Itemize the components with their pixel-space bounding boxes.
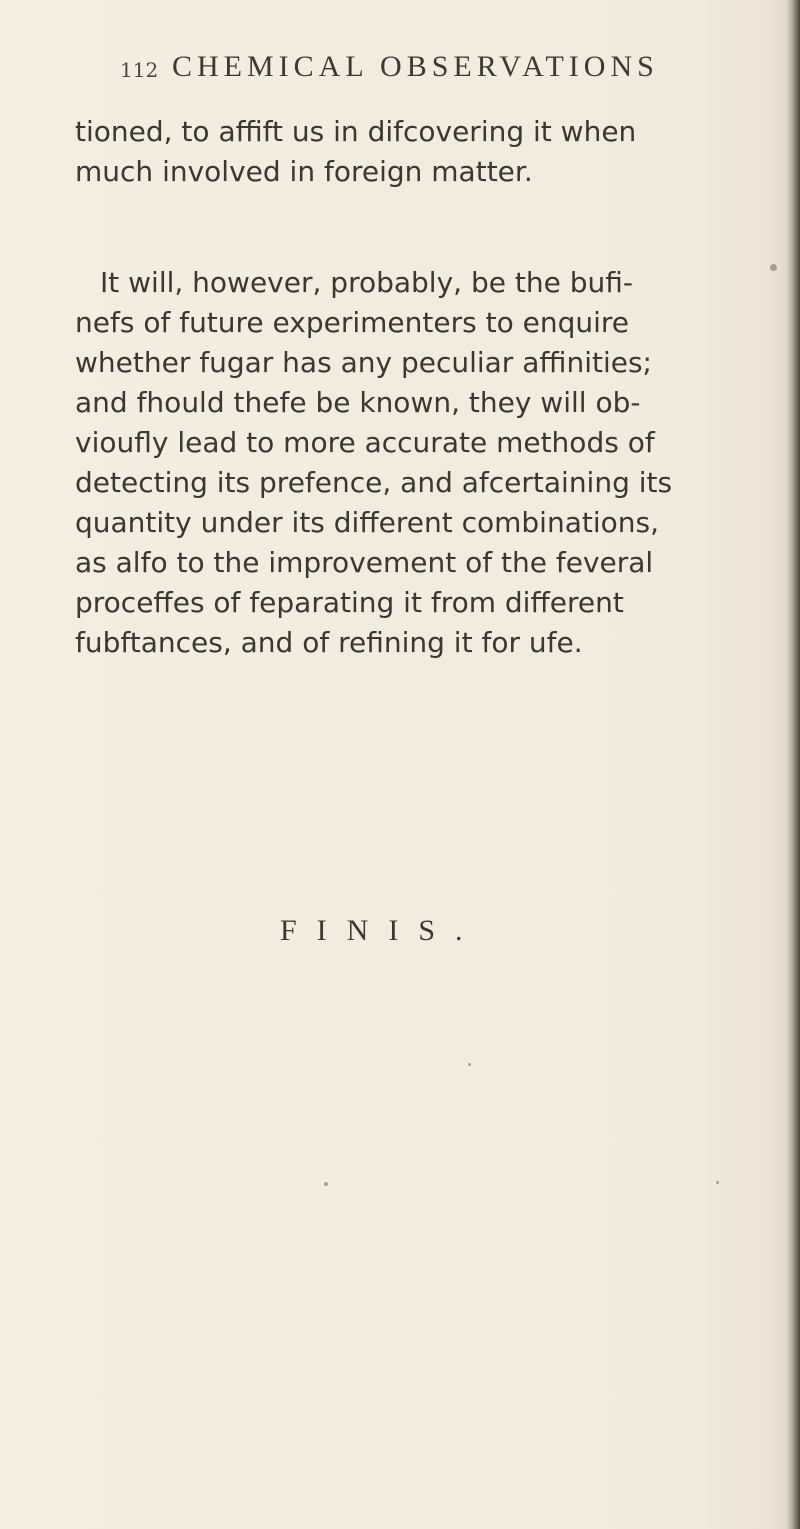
paper-speck	[770, 264, 777, 271]
text-line: as alfo to the improvement of the feveral	[75, 546, 654, 579]
text-line: fubftances, and of refining it for ufe.	[75, 626, 583, 659]
paper-speck	[716, 1181, 719, 1184]
text-line: much involved in foreign matter.	[75, 155, 533, 188]
paragraph-gap	[75, 192, 755, 263]
page-header	[120, 50, 740, 90]
text-line: proceffes of feparating it from different	[75, 586, 624, 619]
paragraph-1	[75, 112, 755, 192]
paper-speck	[324, 1182, 328, 1186]
body-text	[75, 112, 755, 663]
paragraph-2	[75, 263, 755, 663]
text-line: It will, however, probably, be the bufi-	[100, 266, 633, 299]
paper-speck	[468, 1063, 471, 1066]
text-line: detecting its prefence, and afcertaining its	[75, 466, 673, 499]
text-line: vioufly lead to more accurate methods of	[75, 426, 655, 459]
running-head: CHEMICAL OBSERVATIONS	[172, 50, 659, 83]
page-number: 112	[120, 58, 159, 82]
text-line: whether fugar has any peculiar affinities;	[75, 346, 652, 379]
page-edge-shadow	[786, 0, 800, 1529]
text-line: and fhould thefe be known, they will ob-	[75, 386, 641, 419]
text-line: nefs of future experimenters to enquire	[75, 306, 630, 339]
text-line: quantity under its different combinations,	[75, 506, 659, 539]
finis-colophon: FINIS.	[280, 914, 483, 947]
text-line: tioned, to affift us in difcovering it when	[75, 115, 637, 148]
